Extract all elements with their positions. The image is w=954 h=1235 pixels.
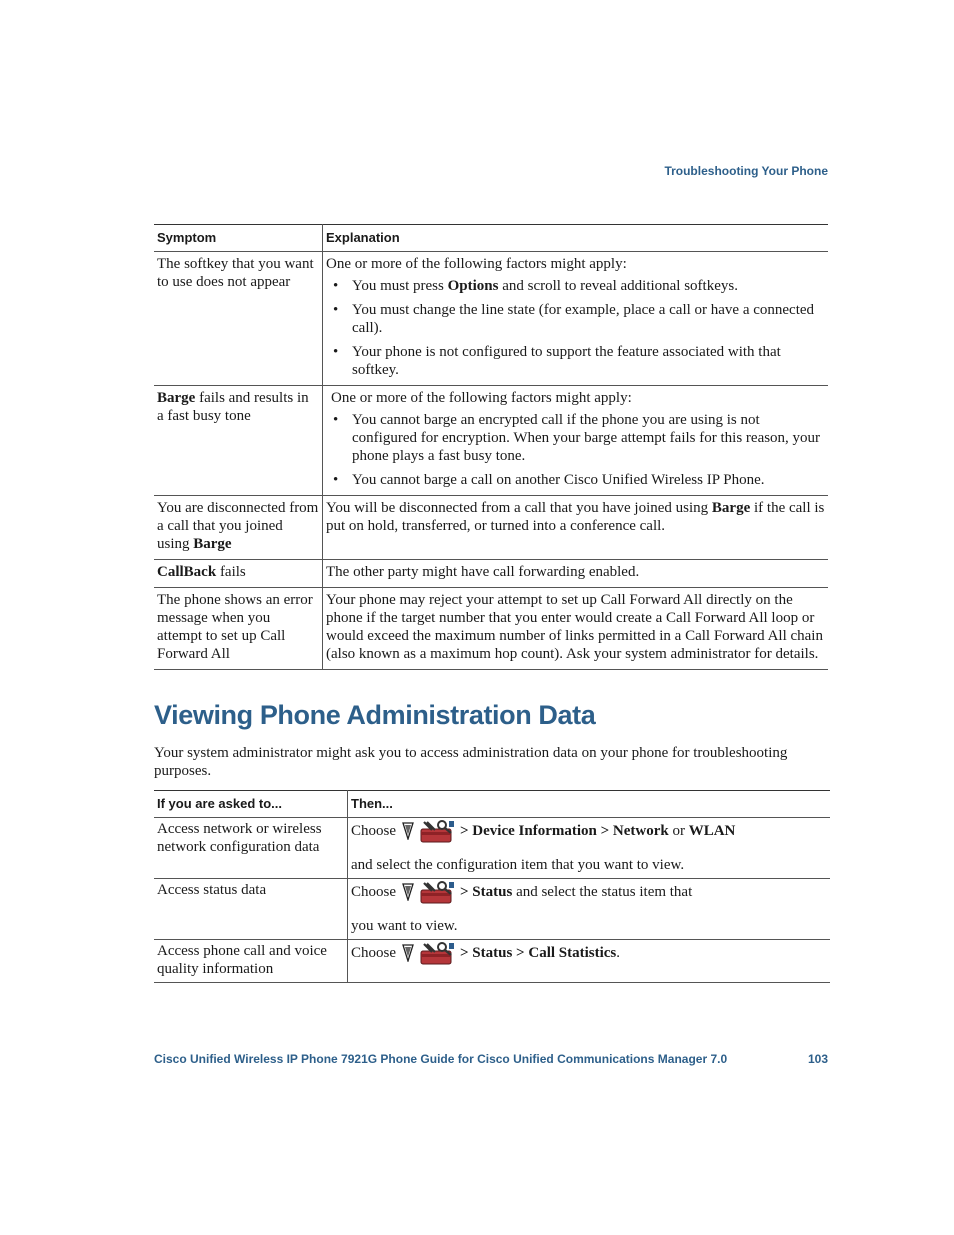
symptom-text: fails and results in a fast busy tone — [157, 390, 309, 424]
explanation-text: You will be disconnected from a call that you have joined using — [326, 500, 712, 516]
symptom-cell — [154, 496, 323, 560]
settings-toolbox-icon — [418, 880, 456, 904]
bullet-item — [352, 277, 825, 295]
column-header-symptom: Symptom — [154, 225, 323, 252]
section-intro: Your system administrator might ask you to access administration data on your phone for troubleshooting purposes. — [154, 745, 788, 779]
explanation-cell — [323, 386, 829, 496]
symptom-cell — [154, 560, 323, 588]
table-row — [154, 386, 828, 496]
section-title: Viewing Phone Administration Data — [154, 700, 596, 730]
choose-text: Choose — [351, 884, 396, 900]
column-header-ask: If you are asked to... — [154, 791, 348, 818]
bullet-text: You must press — [352, 278, 448, 294]
softkey-options: Options — [447, 278, 499, 294]
bullet-list — [331, 411, 825, 489]
explanation-cell: Your phone may reject your attempt to set up Call Forward All directly on the phone if the target number that you enter would create a Call Forward All loop or would exceed the maximum number of links permitted in a Call Forward All chain (also known as a maximum hop count). Ask your system administrator for details. — [323, 588, 829, 670]
symptom-cell: The softkey that you want to use does not appear — [154, 252, 323, 386]
then-cell — [348, 879, 831, 940]
page-number: 103 — [807, 1052, 828, 1066]
explanation-lead: One or more of the following factors might apply: — [331, 390, 632, 406]
menu-path: > Status — [460, 884, 513, 900]
settings-toolbox-icon — [418, 941, 456, 965]
menu-path: > Device Information > Network — [460, 823, 669, 839]
troubleshooting-table — [154, 224, 828, 670]
explanation-cell — [323, 496, 829, 560]
then-cell — [348, 818, 831, 879]
table-header-row — [154, 225, 828, 252]
softkey-barge: Barge — [157, 390, 196, 406]
ask-cell: Access status data — [154, 879, 348, 940]
settings-toolbox-icon — [418, 819, 456, 843]
symptom-text: fails — [216, 564, 246, 580]
nav-down-arrow-icon — [402, 883, 414, 901]
table-row — [154, 560, 828, 588]
explanation-text: if the call is put on hold, transferred, or turned into a conference call. — [326, 500, 825, 534]
softkey-callback: CallBack — [157, 564, 217, 580]
bullet-text: and scroll to reveal additional softkeys. — [498, 278, 738, 294]
path-connector: . — [616, 945, 621, 961]
choose-text: Choose — [351, 945, 396, 961]
ask-cell: Access phone call and voice quality information — [154, 940, 348, 983]
path-connector: or — [668, 823, 689, 839]
footer-title: Cisco Unified Wireless IP Phone 7921G Phone Guide for Cisco Unified Communications Manager 7.0 — [154, 1052, 728, 1066]
column-header-then: Then... — [348, 791, 831, 818]
bullet-item: • Your phone is not configured to support the feature associated with that softkey. — [352, 343, 825, 379]
table-row — [154, 818, 830, 879]
table-row — [154, 940, 830, 983]
instruction-line — [351, 942, 827, 964]
table-row — [154, 879, 830, 940]
symptom-cell: The phone shows an error message when you attempt to set up Call Forward All — [154, 588, 323, 670]
running-head: Troubleshooting Your Phone — [664, 164, 828, 178]
table-header-row — [154, 791, 830, 818]
instruction-continuation: you want to view. — [351, 918, 458, 934]
bullet-list — [326, 277, 825, 379]
table-row — [154, 496, 828, 560]
choose-text: Choose — [351, 823, 396, 839]
bullet-item: • You cannot barge a call on another Cisco Unified Wireless IP Phone. — [352, 471, 825, 489]
instruction-line — [351, 881, 827, 903]
symptom-text: You are disconnected from a call that you joined using — [157, 500, 319, 552]
table-row — [154, 252, 828, 386]
menu-path: > Status > Call Statistics — [460, 945, 617, 961]
instruction-line — [351, 820, 827, 842]
explanation-cell: The other party might have call forwarding enabled. — [323, 560, 829, 588]
explanation-lead: One or more of the following factors might apply: — [326, 256, 627, 272]
ask-cell: Access network or wireless network configuration data — [154, 818, 348, 879]
symptom-cell — [154, 386, 323, 496]
admin-data-table — [154, 790, 830, 983]
explanation-cell — [323, 252, 829, 386]
column-header-explanation: Explanation — [323, 225, 829, 252]
path-connector: and select the status item that — [512, 884, 693, 900]
bullet-item: • You cannot barge an encrypted call if the phone you are using is not configured for encryption. When your barge attempt fails for this reason, your phone plays a fast busy tone. — [352, 411, 825, 465]
softkey-barge: Barge — [711, 500, 751, 516]
softkey-barge: Barge — [193, 536, 232, 552]
table-row — [154, 588, 828, 670]
nav-down-arrow-icon — [402, 944, 414, 962]
instruction-continuation: and select the configuration item that you want to view. — [351, 857, 685, 873]
menu-path-wlan: WLAN — [688, 823, 736, 839]
nav-down-arrow-icon — [402, 822, 414, 840]
then-cell — [348, 940, 831, 983]
bullet-item: • You must change the line state (for example, place a call or have a connected call). — [352, 301, 825, 337]
